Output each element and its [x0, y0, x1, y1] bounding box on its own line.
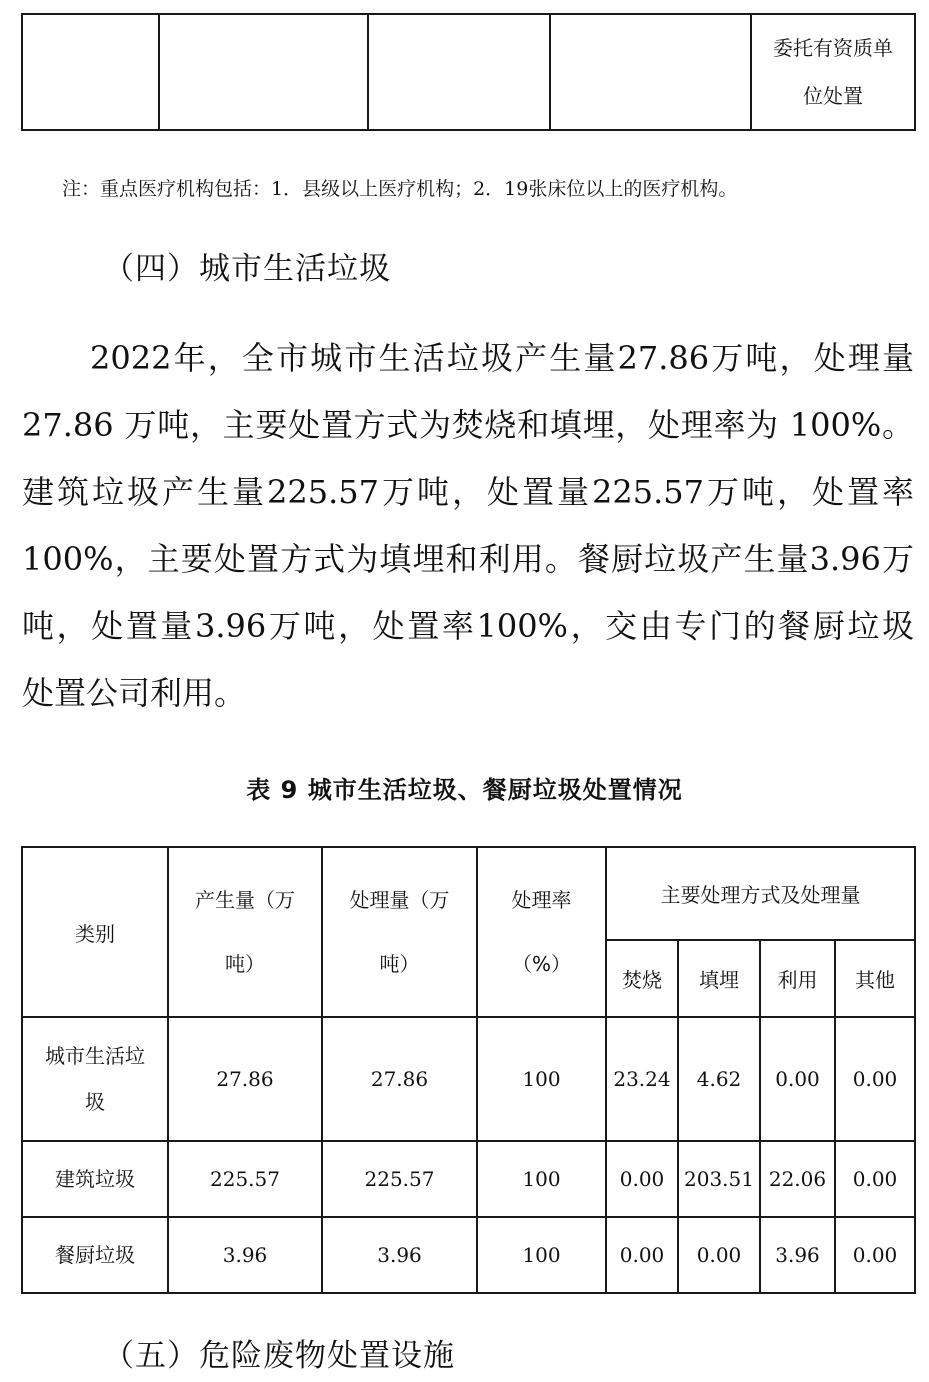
cell-other: 0.00 — [835, 1017, 915, 1141]
table-cell — [368, 14, 550, 130]
cell-rate: 100 — [477, 1217, 606, 1293]
header-utilization: 利用 — [760, 940, 835, 1017]
cell-production: 27.86 — [168, 1017, 322, 1141]
header-landfill: 填埋 — [678, 940, 760, 1017]
cell-rate: 100 — [477, 1017, 606, 1141]
header-line: 产生量（万 — [195, 888, 295, 912]
continued-table — [21, 13, 916, 131]
paragraph-line: 100%，主要处置方式为填埋和利用。餐厨垃圾产生量3.96万 — [22, 540, 914, 578]
table-cell — [22, 14, 159, 130]
category-line: 餐厨垃圾 — [55, 1243, 135, 1267]
cell-utilization: 0.00 — [760, 1017, 835, 1141]
cell-utilization: 3.96 — [760, 1217, 835, 1293]
waste-disposal-table — [21, 846, 916, 1294]
cell-incineration: 0.00 — [606, 1217, 678, 1293]
table-cell — [550, 14, 751, 130]
table-header-row — [22, 847, 915, 940]
table-row — [22, 14, 915, 130]
paragraph-line: 吨，处置量3.96万吨，处置率100%，交由专门的餐厨垃圾 — [22, 607, 914, 645]
table-note: 注：重点医疗机构包括：1．县级以上医疗机构；2．19张床位以上的医疗机构。 — [62, 178, 738, 200]
header-line: 吨） — [379, 952, 420, 976]
header-incineration: 焚烧 — [606, 940, 678, 1017]
table-cell — [159, 14, 368, 130]
cell-production: 3.96 — [168, 1217, 322, 1293]
section-heading-four: （四）城市生活垃圾 — [103, 251, 391, 287]
cell-landfill: 4.62 — [678, 1017, 760, 1141]
cell-line: 委托有资质单 — [773, 36, 893, 60]
cell-treatment: 225.57 — [322, 1141, 477, 1217]
cell-other: 0.00 — [835, 1217, 915, 1293]
header-line: （%） — [511, 952, 571, 976]
table-row — [22, 1141, 915, 1217]
cell-other: 0.00 — [835, 1141, 915, 1217]
category-line: 城市生活垃 — [45, 1044, 145, 1068]
cell-landfill: 203.51 — [678, 1141, 760, 1217]
category-line: 圾 — [85, 1090, 105, 1114]
body-paragraph — [22, 325, 914, 727]
section-heading-five: （五）危险废物处置设施 — [103, 1338, 455, 1374]
header-rate — [477, 847, 606, 1017]
header-category: 类别 — [22, 847, 168, 1017]
paragraph-line: 27.86 万吨，主要处置方式为焚烧和填埋，处理率为 100%。 — [22, 406, 914, 444]
header-other: 其他 — [835, 940, 915, 1017]
cell-incineration: 23.24 — [606, 1017, 678, 1141]
header-line: 处理率 — [511, 888, 572, 912]
row-category — [22, 1017, 168, 1141]
row-category — [22, 1141, 168, 1217]
header-line: 处理量（万 — [349, 888, 450, 912]
cell-landfill: 0.00 — [678, 1217, 760, 1293]
table-row — [22, 1017, 915, 1141]
cell-line: 位处置 — [803, 84, 863, 108]
table-row — [22, 1217, 915, 1293]
header-treatment — [322, 847, 477, 1017]
paragraph-line: 2022年，全市城市生活垃圾产生量27.86万吨，处理量 — [90, 339, 914, 377]
header-line: 吨） — [225, 952, 265, 976]
category-line: 建筑垃圾 — [55, 1167, 135, 1191]
paragraph-line: 建筑垃圾产生量225.57万吨，处置量225.57万吨，处置率 — [22, 473, 914, 511]
header-production — [168, 847, 322, 1017]
cell-treatment: 27.86 — [322, 1017, 477, 1141]
cell-production: 225.57 — [168, 1141, 322, 1217]
cell-incineration: 0.00 — [606, 1141, 678, 1217]
cell-rate: 100 — [477, 1141, 606, 1217]
header-main-methods: 主要处理方式及处理量 — [606, 847, 915, 940]
table-caption: 表 9 城市生活垃圾、餐厨垃圾处置情况 — [246, 776, 683, 804]
paragraph-line: 处置公司利用。 — [22, 674, 247, 712]
row-category — [22, 1217, 168, 1293]
cell-treatment: 3.96 — [322, 1217, 477, 1293]
cell-utilization: 22.06 — [760, 1141, 835, 1217]
table-cell-disposal — [751, 14, 915, 130]
